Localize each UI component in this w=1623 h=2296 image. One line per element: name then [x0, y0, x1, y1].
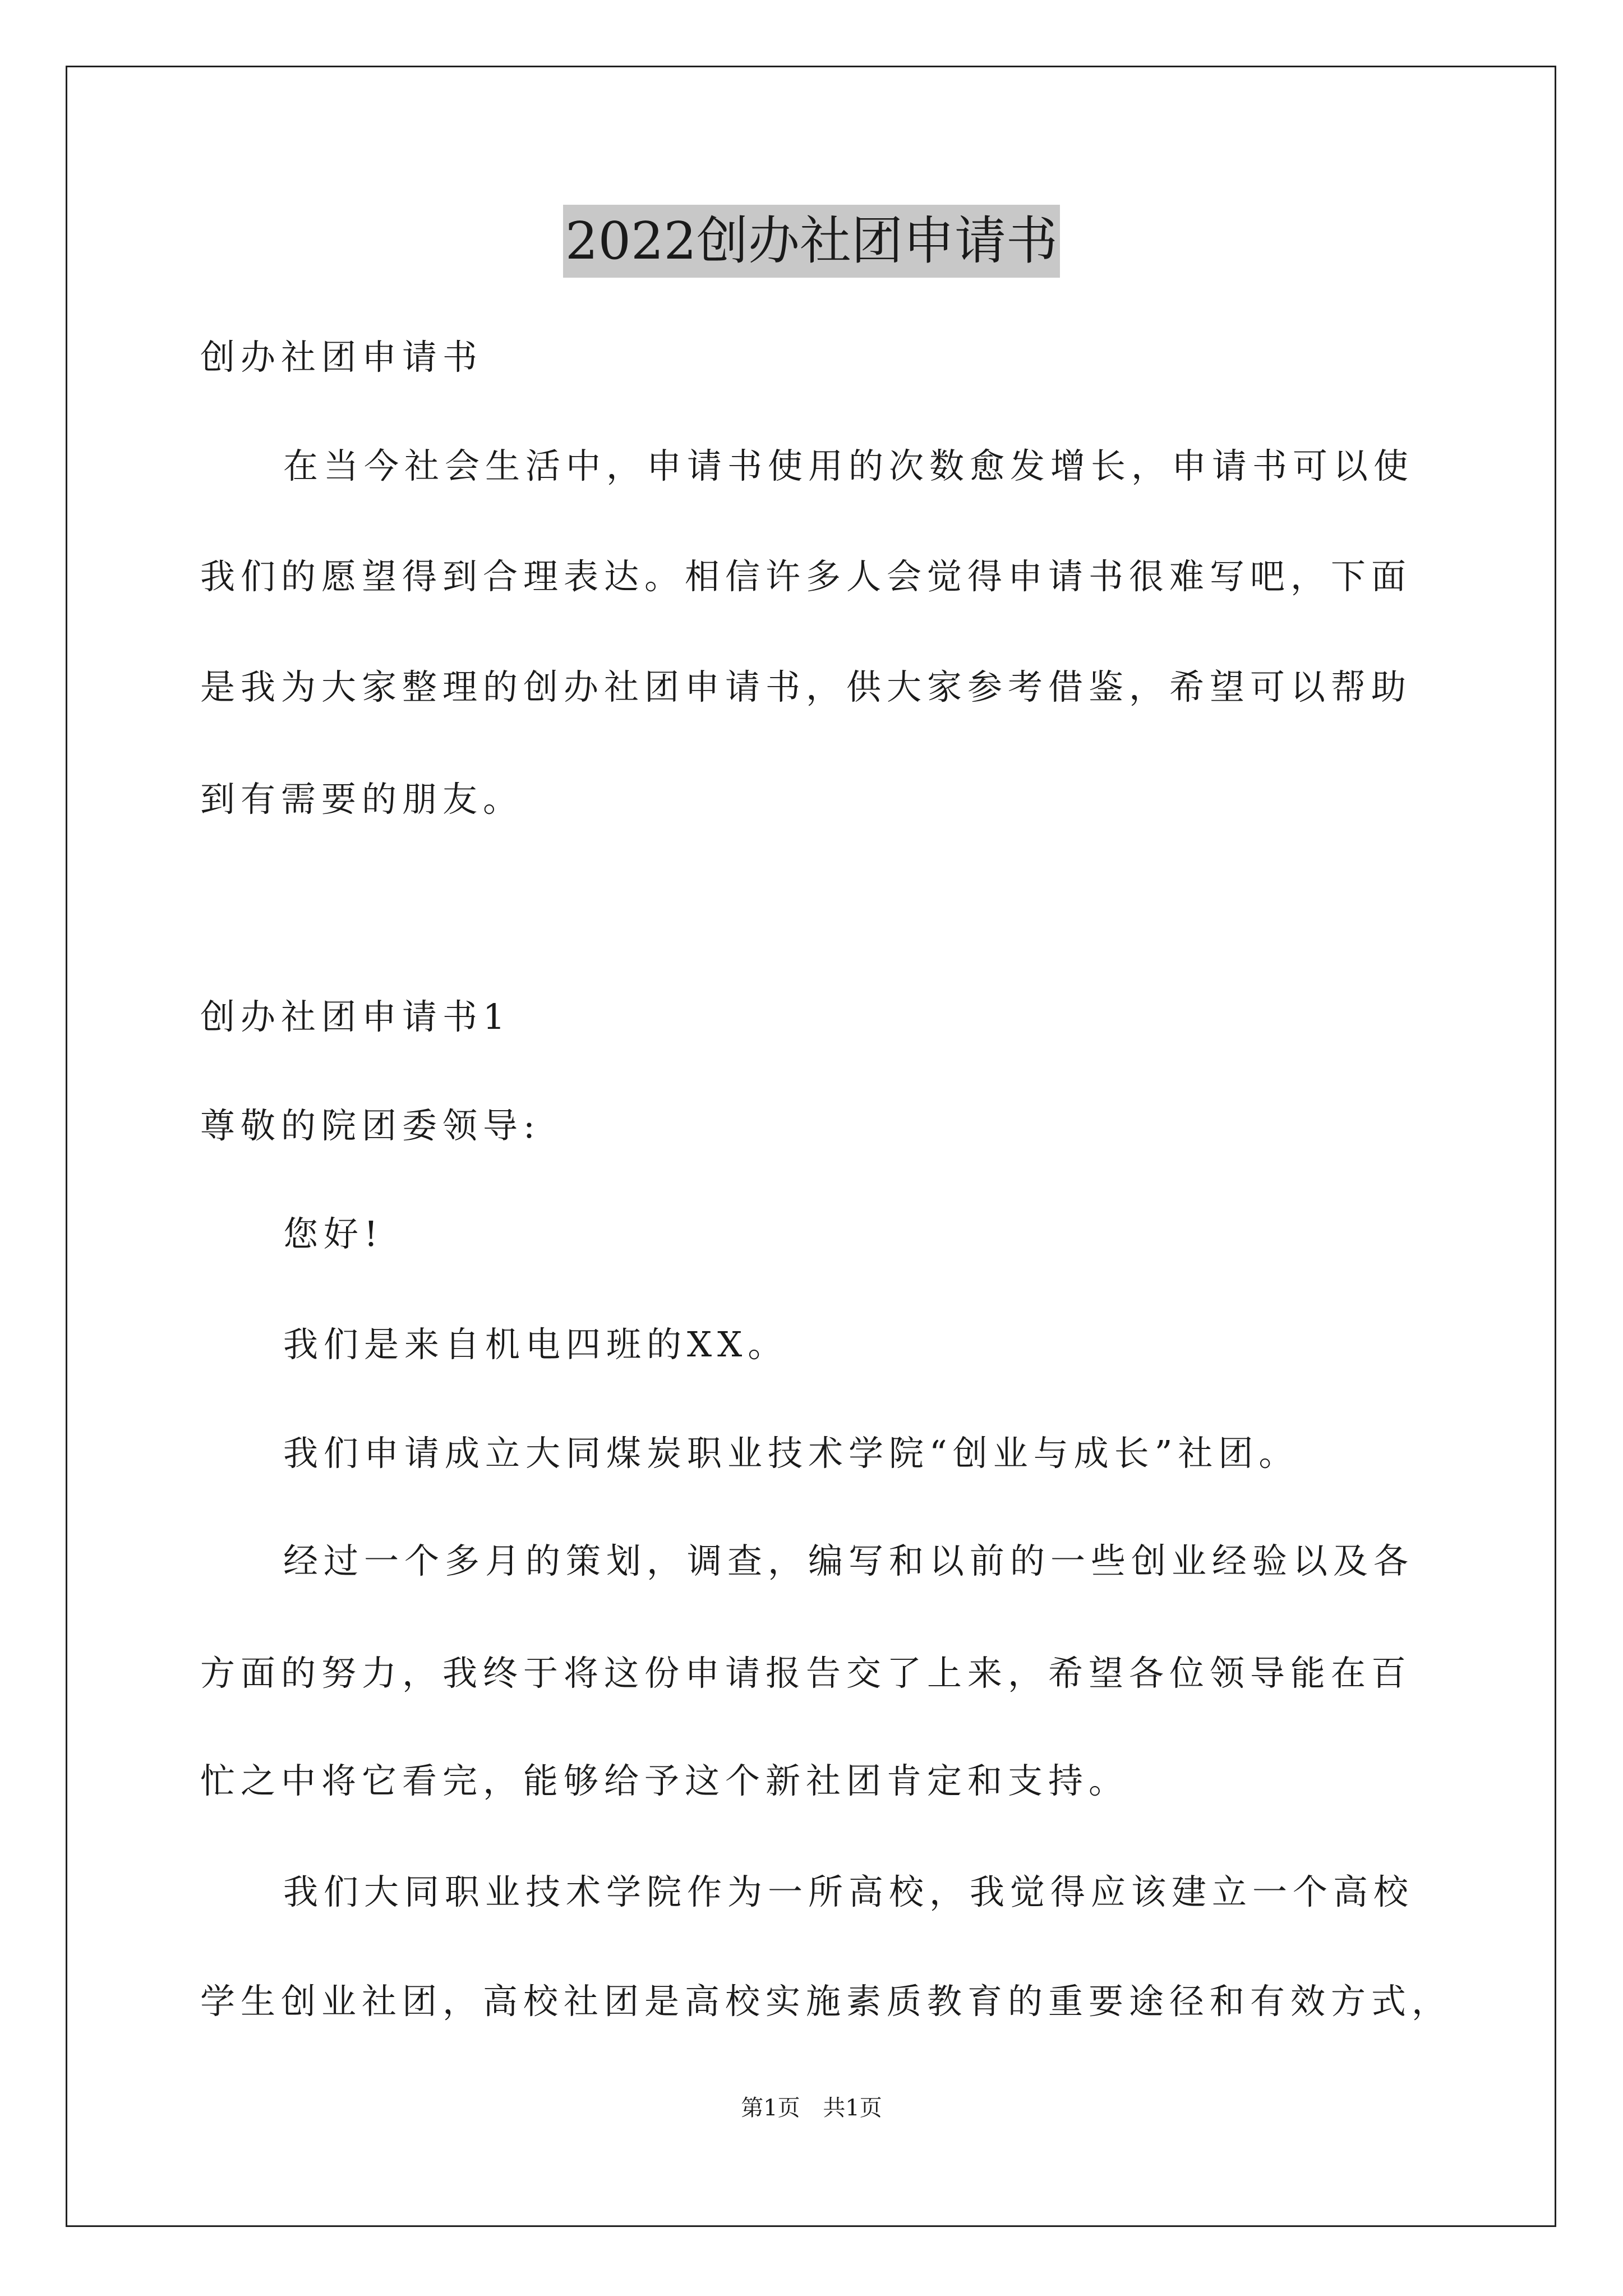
paragraph-line: 学生创业社团，高校社团是高校实施素质教育的重要途径和有效方式， [200, 1981, 1453, 2022]
paragraph-line: 在当今社会生活中，申请书使用的次数愈发增长，申请书可以使 [283, 445, 1414, 486]
section-heading: 创办社团申请书1 [200, 996, 511, 1037]
paragraph-line: 我们是来自机电四班的XX。 [283, 1324, 789, 1365]
page-number-current: 第1页 [741, 2095, 800, 2121]
subtitle-line: 创办社团申请书 [200, 337, 483, 378]
page-number-total: 共1页 [823, 2095, 882, 2121]
title-container [0, 205, 1623, 278]
page-footer [0, 2091, 1623, 2125]
paragraph-line: 方面的努力，我终于将这份申请报告交了上来，希望各位领导能在百 [200, 1653, 1412, 1694]
paragraph-line: 我们大同职业技术学院作为一所高校，我觉得应该建立一个高校 [283, 1871, 1414, 1912]
paragraph-line: 忙之中将它看完，能够给予这个新社团肯定和支持。 [200, 1760, 1129, 1801]
paragraph-line: 到有需要的朋友。 [200, 779, 524, 820]
document-title: 2022创办社团申请书 [563, 205, 1060, 278]
greeting-line: 您好! [283, 1213, 384, 1254]
paragraph-line: 我们的愿望得到合理表达。相信许多人会觉得申请书很难写吧，下面 [200, 556, 1412, 597]
paragraph-line: 经过一个多月的策划，调查，编写和以前的一些创业经验以及各 [283, 1540, 1414, 1581]
salutation-line: 尊敬的院团委领导: [200, 1105, 541, 1146]
paragraph-line: 是我为大家整理的创办社团申请书，供大家参考借鉴，希望可以帮助 [200, 666, 1412, 707]
paragraph-line: 我们申请成立大同煤炭职业技术学院“创业与成长”社团。 [283, 1433, 1299, 1474]
